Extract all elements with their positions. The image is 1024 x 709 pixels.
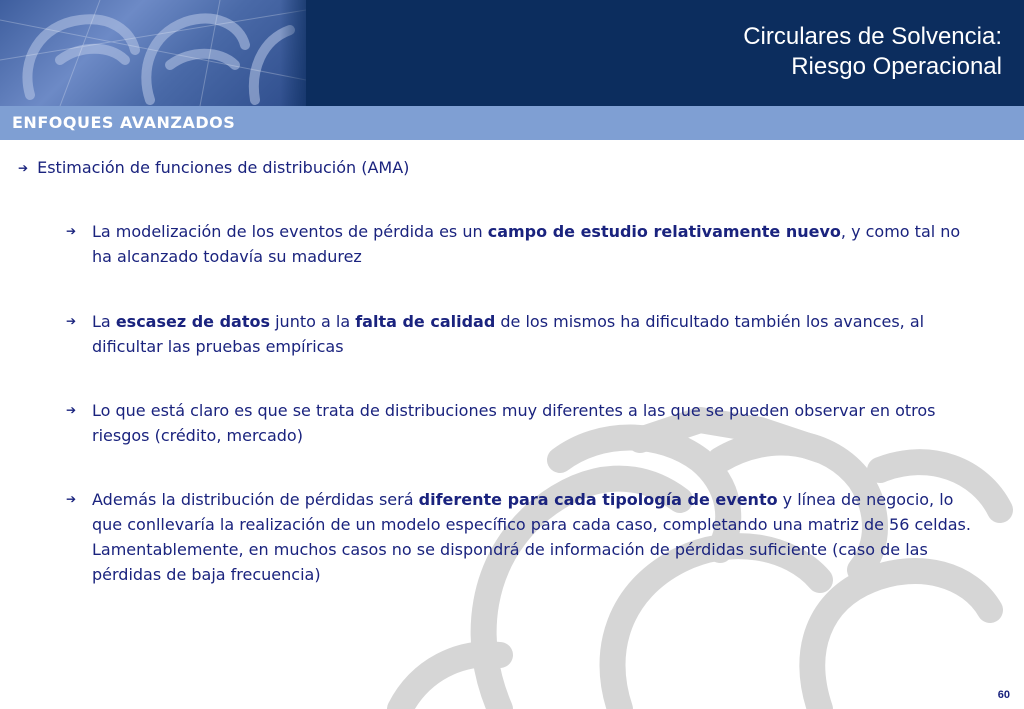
title-line-2: Riesgo Operacional [791,53,1002,80]
arrow-bullet-icon: ➔ [66,403,77,417]
list-item-text: Además la distribución de pérdidas será diferente para cada tipología de evento y línea de negocio, lo que conllevaría la realización de un modelo específico para cada caso, completando una matriz de 56 celdas. Lamentablemente, en muchos casos no se dispondrá de información de pérdidas suficiente (caso de las pérdidas de baja frecuencia) [92,490,971,584]
title-line-1: Circulares de Solvencia: [743,23,1002,50]
list-item [66,219,976,269]
list-item-text: Lo que está claro es que se trata de distribuciones muy diferentes a las que se pueden observar en otros riesgos (crédito, mercado) [92,401,936,445]
section-label: ENFOQUES AVANZADOS [12,113,236,132]
page-number: 60 [997,689,1010,701]
main-bullet [18,157,409,179]
main-bullet-text: Estimación de funciones de distribución (AMA) [37,158,410,177]
list-item [66,398,976,448]
list-item [66,487,976,587]
list-item-text: La modelización de los eventos de pérdida es un campo de estudio relativamente nuevo, y como tal no ha alcanzado todavía su madurez [92,222,961,266]
list-item-text: La escasez de datos junto a la falta de calidad de los mismos ha dificultado también los avances, al dificultar las pruebas empíricas [92,312,925,356]
arrow-bullet-icon: ➔ [66,224,77,238]
arrow-bullet-icon: ➔ [18,161,29,175]
arrow-bullet-icon: ➔ [66,492,77,506]
list-item [66,309,976,359]
arrow-bullet-icon: ➔ [66,314,77,328]
